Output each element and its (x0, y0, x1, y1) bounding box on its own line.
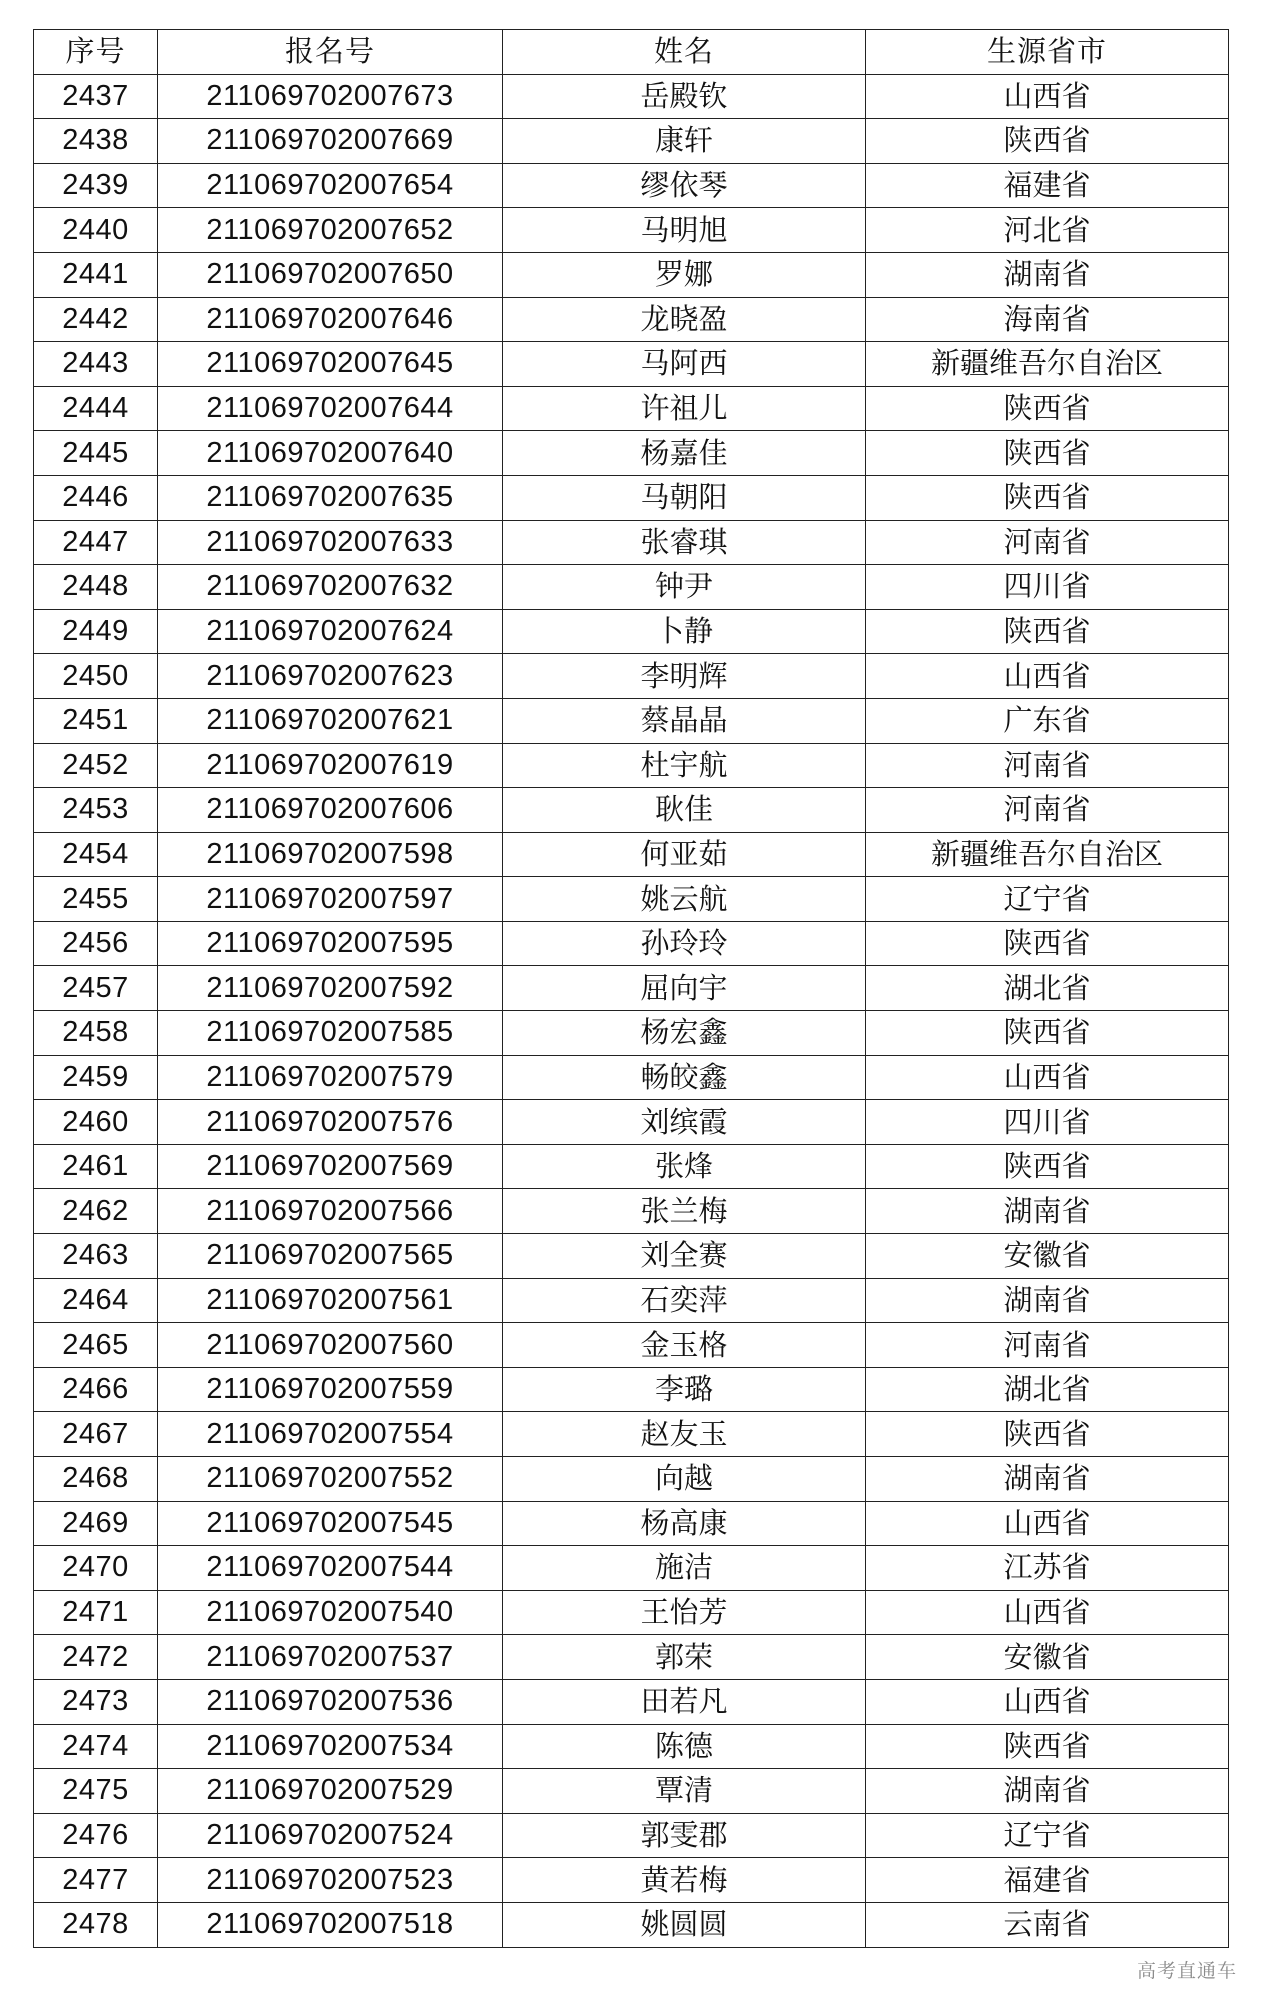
cell-province: 辽宁省 (866, 877, 1229, 922)
cell-province: 陕西省 (866, 1724, 1229, 1769)
cell-name: 刘全赛 (503, 1234, 866, 1279)
cell-name: 杨高康 (503, 1501, 866, 1546)
table-row (34, 520, 1229, 565)
cell-province: 四川省 (866, 1100, 1229, 1145)
cell-province: 山西省 (866, 1501, 1229, 1546)
watermark-text: 高考直通车 (1136, 1960, 1237, 1982)
cell-seq: 2452 (34, 743, 158, 788)
cell-name: 施洁 (503, 1546, 866, 1591)
cell-name: 向越 (503, 1457, 866, 1502)
cell-registration-no: 211069702007633 (158, 520, 503, 565)
cell-province: 福建省 (866, 163, 1229, 208)
table-row (34, 921, 1229, 966)
cell-registration-no: 211069702007650 (158, 252, 503, 297)
table-row (34, 74, 1229, 119)
cell-seq: 2469 (34, 1501, 158, 1546)
cell-name: 蔡晶晶 (503, 698, 866, 743)
cell-registration-no: 211069702007576 (158, 1100, 503, 1145)
table-header (34, 30, 1229, 75)
cell-registration-no: 211069702007645 (158, 342, 503, 387)
cell-seq: 2475 (34, 1769, 158, 1814)
cell-name: 耿佳 (503, 788, 866, 833)
cell-name: 田若凡 (503, 1679, 866, 1724)
cell-name: 许祖儿 (503, 386, 866, 431)
cell-name: 张睿琪 (503, 520, 866, 565)
cell-name: 姚圆圆 (503, 1902, 866, 1947)
cell-seq: 2477 (34, 1858, 158, 1903)
cell-seq: 2463 (34, 1234, 158, 1279)
cell-registration-no: 211069702007544 (158, 1546, 503, 1591)
cell-province: 陕西省 (866, 921, 1229, 966)
table-row (34, 743, 1229, 788)
cell-registration-no: 211069702007537 (158, 1635, 503, 1680)
cell-registration-no: 211069702007560 (158, 1323, 503, 1368)
table-row (34, 698, 1229, 743)
table-row (34, 1546, 1229, 1591)
cell-province: 河南省 (866, 743, 1229, 788)
table-row (34, 1055, 1229, 1100)
cell-seq: 2448 (34, 565, 158, 610)
table-row (34, 386, 1229, 431)
cell-name: 马朝阳 (503, 475, 866, 520)
cell-registration-no: 211069702007540 (158, 1590, 503, 1635)
table-row (34, 1367, 1229, 1412)
cell-seq: 2473 (34, 1679, 158, 1724)
table-body (34, 74, 1229, 1947)
cell-province: 湖北省 (866, 1367, 1229, 1412)
cell-province: 湖南省 (866, 1457, 1229, 1502)
cell-name: 赵友玉 (503, 1412, 866, 1457)
cell-registration-no: 211069702007621 (158, 698, 503, 743)
cell-registration-no: 211069702007579 (158, 1055, 503, 1100)
cell-registration-no: 211069702007569 (158, 1144, 503, 1189)
table-row (34, 1724, 1229, 1769)
cell-name: 金玉格 (503, 1323, 866, 1368)
cell-name: 郭荣 (503, 1635, 866, 1680)
cell-registration-no: 211069702007623 (158, 654, 503, 699)
cell-registration-no: 211069702007595 (158, 921, 503, 966)
cell-province: 新疆维吾尔自治区 (866, 832, 1229, 877)
cell-name: 马阿西 (503, 342, 866, 387)
cell-name: 岳殿钦 (503, 74, 866, 119)
table-row (34, 966, 1229, 1011)
table-row (34, 1144, 1229, 1189)
cell-province: 四川省 (866, 565, 1229, 610)
cell-registration-no: 211069702007566 (158, 1189, 503, 1234)
cell-name: 黄若梅 (503, 1858, 866, 1903)
cell-seq: 2476 (34, 1813, 158, 1858)
cell-name: 王怡芳 (503, 1590, 866, 1635)
cell-seq: 2445 (34, 431, 158, 476)
cell-province: 湖南省 (866, 1278, 1229, 1323)
table-row (34, 1189, 1229, 1234)
table-row (34, 877, 1229, 922)
cell-seq: 2468 (34, 1457, 158, 1502)
cell-province: 湖北省 (866, 966, 1229, 1011)
cell-seq: 2459 (34, 1055, 158, 1100)
cell-registration-no: 211069702007635 (158, 475, 503, 520)
cell-seq: 2472 (34, 1635, 158, 1680)
cell-seq: 2449 (34, 609, 158, 654)
cell-seq: 2443 (34, 342, 158, 387)
cell-registration-no: 211069702007565 (158, 1234, 503, 1279)
cell-province: 湖南省 (866, 252, 1229, 297)
cell-seq: 2471 (34, 1590, 158, 1635)
table-row (34, 832, 1229, 877)
cell-registration-no: 211069702007529 (158, 1769, 503, 1814)
cell-registration-no: 211069702007646 (158, 297, 503, 342)
cell-province: 江苏省 (866, 1546, 1229, 1591)
cell-province: 辽宁省 (866, 1813, 1229, 1858)
cell-registration-no: 211069702007523 (158, 1858, 503, 1903)
table-row (34, 342, 1229, 387)
cell-registration-no: 211069702007673 (158, 74, 503, 119)
cell-name: 康轩 (503, 119, 866, 164)
cell-registration-no: 211069702007640 (158, 431, 503, 476)
cell-seq: 2470 (34, 1546, 158, 1591)
cell-registration-no: 211069702007592 (158, 966, 503, 1011)
table-row (34, 252, 1229, 297)
cell-seq: 2440 (34, 208, 158, 253)
cell-seq: 2446 (34, 475, 158, 520)
cell-province: 河南省 (866, 1323, 1229, 1368)
cell-seq: 2460 (34, 1100, 158, 1145)
table-row (34, 1234, 1229, 1279)
cell-registration-no: 211069702007624 (158, 609, 503, 654)
cell-seq: 2465 (34, 1323, 158, 1368)
cell-seq: 2437 (34, 74, 158, 119)
cell-province: 新疆维吾尔自治区 (866, 342, 1229, 387)
cell-name: 张烽 (503, 1144, 866, 1189)
cell-registration-no: 211069702007561 (158, 1278, 503, 1323)
cell-name: 石奕萍 (503, 1278, 866, 1323)
table-row (34, 609, 1229, 654)
cell-name: 卜静 (503, 609, 866, 654)
cell-seq: 2466 (34, 1367, 158, 1412)
cell-registration-no: 211069702007545 (158, 1501, 503, 1546)
cell-seq: 2461 (34, 1144, 158, 1189)
cell-registration-no: 211069702007598 (158, 832, 503, 877)
cell-province: 陕西省 (866, 386, 1229, 431)
header-province: 生源省市 (866, 30, 1229, 75)
cell-province: 广东省 (866, 698, 1229, 743)
cell-registration-no: 211069702007534 (158, 1724, 503, 1769)
cell-name: 郭雯郡 (503, 1813, 866, 1858)
cell-seq: 2478 (34, 1902, 158, 1947)
cell-province: 山西省 (866, 1055, 1229, 1100)
cell-province: 陕西省 (866, 475, 1229, 520)
cell-registration-no: 211069702007669 (158, 119, 503, 164)
cell-name: 陈德 (503, 1724, 866, 1769)
cell-seq: 2462 (34, 1189, 158, 1234)
table-row (34, 1902, 1229, 1947)
cell-seq: 2451 (34, 698, 158, 743)
cell-name: 杜宇航 (503, 743, 866, 788)
cell-name: 孙玲玲 (503, 921, 866, 966)
cell-province: 陕西省 (866, 431, 1229, 476)
cell-province: 云南省 (866, 1902, 1229, 1947)
roster-sheet (33, 29, 1228, 1948)
cell-seq: 2444 (34, 386, 158, 431)
cell-name: 李明辉 (503, 654, 866, 699)
cell-registration-no: 211069702007654 (158, 163, 503, 208)
table-row (34, 431, 1229, 476)
cell-seq: 2467 (34, 1412, 158, 1457)
cell-seq: 2438 (34, 119, 158, 164)
table-row (34, 1323, 1229, 1368)
cell-name: 龙晓盈 (503, 297, 866, 342)
cell-registration-no: 211069702007652 (158, 208, 503, 253)
cell-seq: 2457 (34, 966, 158, 1011)
cell-registration-no: 211069702007559 (158, 1367, 503, 1412)
cell-seq: 2455 (34, 877, 158, 922)
cell-province: 山西省 (866, 74, 1229, 119)
cell-seq: 2442 (34, 297, 158, 342)
cell-name: 马明旭 (503, 208, 866, 253)
table-row (34, 654, 1229, 699)
table-row (34, 1679, 1229, 1724)
cell-name: 杨宏鑫 (503, 1011, 866, 1056)
cell-province: 山西省 (866, 1679, 1229, 1724)
table-row (34, 565, 1229, 610)
table-row (34, 119, 1229, 164)
cell-province: 福建省 (866, 1858, 1229, 1903)
cell-registration-no: 211069702007536 (158, 1679, 503, 1724)
cell-province: 陕西省 (866, 119, 1229, 164)
admission-roster-table (33, 29, 1229, 1948)
cell-province: 河北省 (866, 208, 1229, 253)
table-row (34, 163, 1229, 208)
header-seq: 序号 (34, 30, 158, 75)
table-row (34, 1590, 1229, 1635)
cell-name: 覃清 (503, 1769, 866, 1814)
cell-registration-no: 211069702007585 (158, 1011, 503, 1056)
cell-province: 陕西省 (866, 1144, 1229, 1189)
cell-registration-no: 211069702007554 (158, 1412, 503, 1457)
cell-name: 畅皎鑫 (503, 1055, 866, 1100)
cell-name: 杨嘉佳 (503, 431, 866, 476)
cell-name: 张兰梅 (503, 1189, 866, 1234)
header-registration-no: 报名号 (158, 30, 503, 75)
table-row (34, 297, 1229, 342)
cell-province: 安徽省 (866, 1234, 1229, 1279)
cell-province: 陕西省 (866, 609, 1229, 654)
cell-name: 刘缤霞 (503, 1100, 866, 1145)
table-row (34, 1011, 1229, 1056)
table-row (34, 1457, 1229, 1502)
cell-registration-no: 211069702007644 (158, 386, 503, 431)
cell-seq: 2439 (34, 163, 158, 208)
cell-seq: 2454 (34, 832, 158, 877)
cell-name: 罗娜 (503, 252, 866, 297)
table-row (34, 1769, 1229, 1814)
cell-province: 河南省 (866, 520, 1229, 565)
table-row (34, 1813, 1229, 1858)
cell-seq: 2458 (34, 1011, 158, 1056)
header-row (34, 30, 1229, 75)
table-row (34, 1412, 1229, 1457)
cell-province: 陕西省 (866, 1412, 1229, 1457)
cell-registration-no: 211069702007619 (158, 743, 503, 788)
cell-registration-no: 211069702007597 (158, 877, 503, 922)
table-row (34, 1100, 1229, 1145)
cell-registration-no: 211069702007632 (158, 565, 503, 610)
cell-name: 缪依琴 (503, 163, 866, 208)
table-row (34, 1278, 1229, 1323)
cell-name: 屈向宇 (503, 966, 866, 1011)
cell-province: 安徽省 (866, 1635, 1229, 1680)
cell-seq: 2453 (34, 788, 158, 833)
cell-seq: 2464 (34, 1278, 158, 1323)
cell-province: 湖南省 (866, 1189, 1229, 1234)
cell-name: 钟尹 (503, 565, 866, 610)
cell-seq: 2441 (34, 252, 158, 297)
cell-registration-no: 211069702007552 (158, 1457, 503, 1502)
table-row (34, 208, 1229, 253)
cell-seq: 2474 (34, 1724, 158, 1769)
table-row (34, 788, 1229, 833)
table-row (34, 475, 1229, 520)
table-row (34, 1501, 1229, 1546)
cell-province: 海南省 (866, 297, 1229, 342)
cell-province: 湖南省 (866, 1769, 1229, 1814)
table-row (34, 1858, 1229, 1903)
cell-province: 山西省 (866, 654, 1229, 699)
cell-province: 陕西省 (866, 1011, 1229, 1056)
cell-name: 何亚茹 (503, 832, 866, 877)
cell-name: 姚云航 (503, 877, 866, 922)
cell-province: 山西省 (866, 1590, 1229, 1635)
cell-registration-no: 211069702007518 (158, 1902, 503, 1947)
cell-seq: 2447 (34, 520, 158, 565)
cell-registration-no: 211069702007606 (158, 788, 503, 833)
header-name: 姓名 (503, 30, 866, 75)
cell-seq: 2456 (34, 921, 158, 966)
cell-seq: 2450 (34, 654, 158, 699)
table-row (34, 1635, 1229, 1680)
cell-province: 河南省 (866, 788, 1229, 833)
cell-registration-no: 211069702007524 (158, 1813, 503, 1858)
cell-name: 李璐 (503, 1367, 866, 1412)
